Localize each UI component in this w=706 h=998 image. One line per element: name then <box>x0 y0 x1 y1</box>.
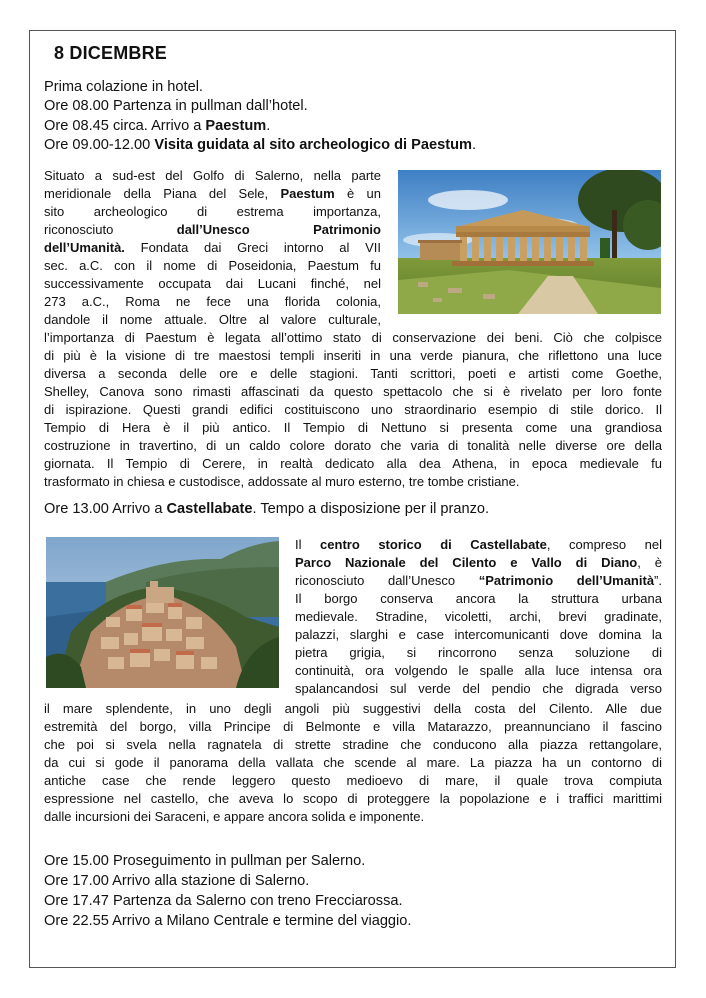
itinerary-line: Prima colazione in hotel. <box>44 79 203 95</box>
itinerary-line: Ore 15.00 Proseguimento in pullman per Salerno. <box>44 853 366 869</box>
itinerary-line: Ore 17.47 Partenza da Salerno con treno Frecciarossa. <box>44 893 403 909</box>
castellabate-village-photo <box>46 537 279 688</box>
itinerary-line: Ore 08.00 Partenza in pullman dall’hotel. <box>44 98 308 114</box>
itinerary-line: Ore 09.00-12.00 Visita guidata al sito archeologico di Paestum. <box>44 137 477 153</box>
itinerary-line: Ore 13.00 Arrivo a Castellabate. Tempo a disposizione per il pranzo. <box>44 501 490 517</box>
paestum-temple-photo <box>398 170 661 314</box>
itinerary-line: Ore 17.00 Arrivo alla stazione di Salerno. <box>44 873 310 889</box>
day-title: 8 DICEMBRE <box>54 43 168 63</box>
itinerary-line: Ore 22.55 Arrivo a Milano Centrale e termine del viaggio. <box>44 913 412 929</box>
itinerary-line: Ore 08.45 circa. Arrivo a Paestum. <box>44 118 271 134</box>
